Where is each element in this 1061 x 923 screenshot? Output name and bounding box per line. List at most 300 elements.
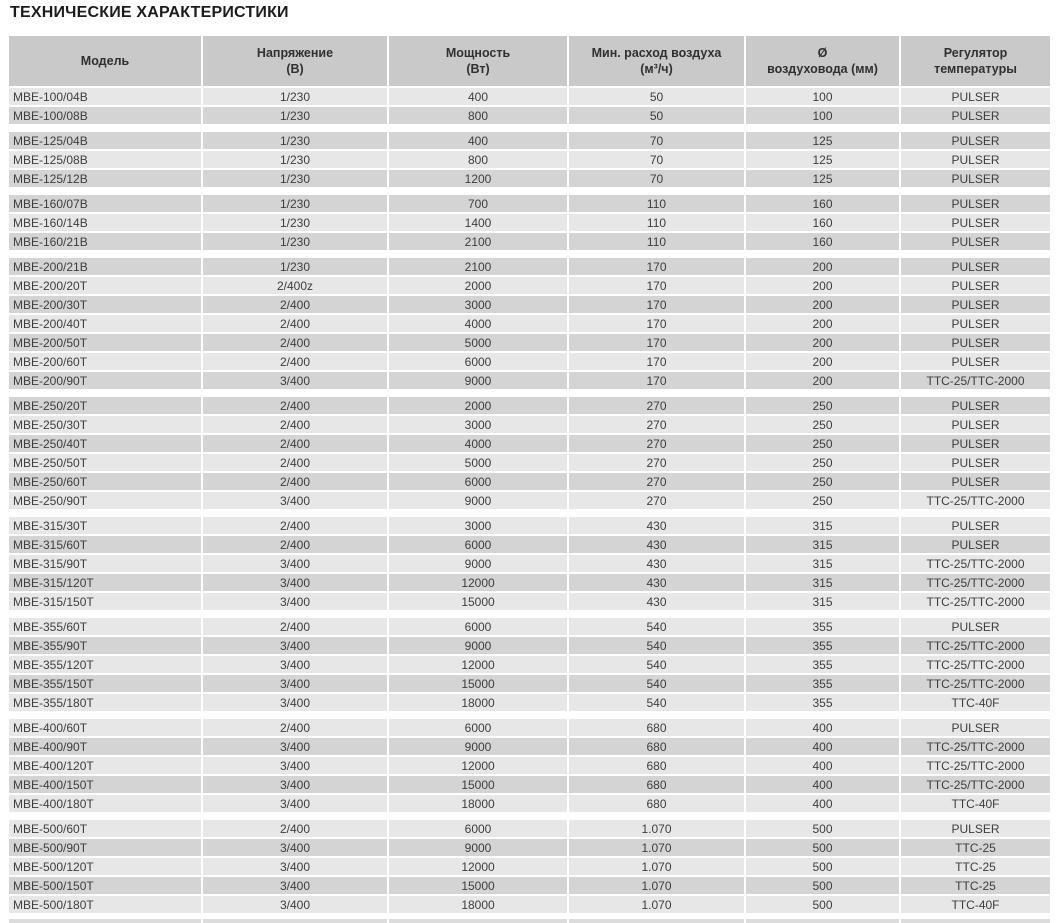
table-cell: PULSER [901,435,1050,452]
table-cell: 4000 [389,315,567,332]
table-cell: 1.070 [569,820,744,837]
table-cell: MBE-250/50T [9,454,201,471]
table-cell: PULSER [901,195,1050,212]
table-cell: PULSER [901,353,1050,370]
table-cell: 200 [746,315,899,332]
table-cell: 70 [569,151,744,168]
table-cell: 18000 [389,694,567,711]
table-cell: 3/400 [203,492,387,509]
table-cell: 15000 [389,776,567,793]
table-cell: 170 [569,372,744,389]
table-cell: 250 [746,416,899,433]
table-cell: PULSER [901,536,1050,553]
table-cell: MBE-355/180T [9,694,201,711]
table-cell: 355 [746,694,899,711]
table-cell: 500 [746,858,899,875]
row-group [9,397,1050,509]
table-row [9,593,1050,610]
table-cell: MBE-250/30T [9,416,201,433]
table-cell: PULSER [901,258,1050,275]
table-cell: 9000 [389,738,567,755]
table-cell: PULSER [901,517,1050,534]
table-cell: 250 [746,397,899,414]
table-cell: 270 [569,454,744,471]
table-row [9,795,1050,812]
table-cell: MBE-315/30T [9,517,201,534]
table-cell: 355 [746,637,899,654]
table-row [9,88,1050,105]
table-cell: 1400 [389,214,567,231]
table-cell: TTC-40F [901,694,1050,711]
table-cell: 2/400z [203,277,387,294]
table-cell: MBE-315/60T [9,536,201,553]
table-cell: 12000 [389,757,567,774]
table-cell: 3/400 [203,637,387,654]
table-cell: 2/400 [203,397,387,414]
table-cell: 400 [746,757,899,774]
table-cell: 400 [746,776,899,793]
table-cell: 1/230 [203,258,387,275]
table-cell: PULSER [901,397,1050,414]
table-cell: MBE-160/21B [9,233,201,250]
table-cell: 3000 [389,416,567,433]
table-cell: TTC-25 [901,839,1050,856]
table-cell: 700 [389,195,567,212]
table-cell: 270 [569,416,744,433]
table-cell: PULSER [901,416,1050,433]
spec-table-body [9,88,1050,913]
table-cell: MBE-200/60T [9,353,201,370]
table-cell: MBE-125/12B [9,170,201,187]
table-cell: 500 [746,839,899,856]
table-cell: 430 [569,574,744,591]
table-cell: PULSER [901,473,1050,490]
table-cell: 2/400 [203,536,387,553]
table-cell: PULSER [901,315,1050,332]
table-cell: 680 [569,738,744,755]
table-cell: MBE-250/40T [9,435,201,452]
table-cell: MBE-250/90T [9,492,201,509]
table-cell: 15000 [389,593,567,610]
table-cell: MBE-200/50T [9,334,201,351]
table-cell: 430 [569,593,744,610]
table-row [9,132,1050,149]
table-row [9,536,1050,553]
header-cell-airflow [569,36,744,86]
table-cell: MBE-100/04B [9,88,201,105]
table-cell: 170 [569,277,744,294]
table-cell: 3/400 [203,675,387,692]
table-cell: 2/400 [203,618,387,635]
table-cell: TTC-25/TTC-2000 [901,776,1050,793]
table-cell: PULSER [901,334,1050,351]
header-sublabel: температуры [934,62,1017,76]
table-row [9,372,1050,389]
table-cell: 2100 [389,233,567,250]
table-cell: 160 [746,214,899,231]
table-cell: MBE-500/90T [9,839,201,856]
table-row [9,195,1050,212]
table-row [9,170,1050,187]
table-cell: 2/400 [203,353,387,370]
table-row [9,719,1050,736]
table-cell: 1.070 [569,858,744,875]
table-cell: 12000 [389,858,567,875]
table-cell: MBE-400/120T [9,757,201,774]
table-row [9,858,1050,875]
table-cell: PULSER [901,132,1050,149]
partial-next-row-strip [9,919,1050,923]
table-cell: 6000 [389,536,567,553]
table-cell: MBE-125/08B [9,151,201,168]
table-cell: 540 [569,637,744,654]
table-cell: 1.070 [569,877,744,894]
table-cell: 400 [389,132,567,149]
table-cell: 18000 [389,795,567,812]
table-cell: 270 [569,397,744,414]
table-cell: MBE-250/60T [9,473,201,490]
table-cell: 800 [389,107,567,124]
table-cell: 110 [569,233,744,250]
row-group [9,820,1050,913]
table-cell: TTC-40F [901,795,1050,812]
table-row [9,435,1050,452]
header-label: Регулятор [943,46,1008,60]
table-cell: 110 [569,214,744,231]
table-cell: 500 [746,877,899,894]
table-cell: 3000 [389,296,567,313]
header-label: Мин. расход воздуха [591,46,722,60]
table-row [9,694,1050,711]
table-cell: 50 [569,88,744,105]
table-cell: 270 [569,473,744,490]
table-cell: 200 [746,296,899,313]
table-cell: MBE-355/120T [9,656,201,673]
table-cell: 315 [746,536,899,553]
table-cell: TTC-25/TTC-2000 [901,656,1050,673]
table-cell: 70 [569,132,744,149]
table-cell: 315 [746,517,899,534]
table-cell: MBE-500/150T [9,877,201,894]
table-row [9,233,1050,250]
header-cell-duct-diameter [746,36,899,86]
table-cell: PULSER [901,170,1050,187]
table-row [9,397,1050,414]
table-cell: 540 [569,618,744,635]
table-cell: 125 [746,132,899,149]
table-cell: TTC-25/TTC-2000 [901,637,1050,654]
table-cell: MBE-315/90T [9,555,201,572]
table-cell: 500 [746,896,899,913]
table-cell: 2/400 [203,719,387,736]
table-cell: 270 [569,435,744,452]
table-row [9,353,1050,370]
table-row [9,416,1050,433]
table-cell: 170 [569,258,744,275]
table-cell: 400 [746,719,899,736]
table-cell: 250 [746,454,899,471]
table-row [9,757,1050,774]
table-cell: 3/400 [203,839,387,856]
table-cell: 540 [569,694,744,711]
table-header-row [9,36,1050,86]
table-cell: 6000 [389,618,567,635]
table-cell: PULSER [901,214,1050,231]
table-cell: MBE-400/180T [9,795,201,812]
table-cell: 160 [746,195,899,212]
header-label: Мощность [445,46,511,60]
table-cell: 430 [569,517,744,534]
table-cell: 9000 [389,492,567,509]
header-sublabel: (В) [286,62,304,76]
table-cell: 125 [746,170,899,187]
table-cell: TTC-25 [901,858,1050,875]
table-cell: 3/400 [203,656,387,673]
table-cell: MBE-125/04B [9,132,201,149]
table-cell: 170 [569,334,744,351]
table-row [9,258,1050,275]
table-cell: 355 [746,675,899,692]
table-cell: MBE-200/40T [9,315,201,332]
header-label: Ø [817,46,828,60]
table-cell: 12000 [389,656,567,673]
table-cell: 9000 [389,839,567,856]
table-cell: 430 [569,536,744,553]
table-cell: 2/400 [203,820,387,837]
table-cell: 1.070 [569,839,744,856]
table-row [9,839,1050,856]
table-cell: 2/400 [203,454,387,471]
table-row [9,517,1050,534]
table-cell: 200 [746,277,899,294]
table-cell: 5000 [389,454,567,471]
row-group [9,258,1050,389]
table-cell: 680 [569,795,744,812]
table-cell: 200 [746,334,899,351]
table-row [9,896,1050,913]
table-row [9,151,1050,168]
table-cell: 18000 [389,896,567,913]
table-cell: 1200 [389,170,567,187]
table-cell: MBE-355/90T [9,637,201,654]
table-row [9,776,1050,793]
table-row [9,454,1050,471]
table-cell: 200 [746,258,899,275]
table-cell: 200 [746,353,899,370]
table-cell: 1/230 [203,107,387,124]
table-cell: 540 [569,675,744,692]
table-cell: 1/230 [203,88,387,105]
table-cell: MBE-400/150T [9,776,201,793]
table-cell: 6000 [389,719,567,736]
table-cell: TTC-25/TTC-2000 [901,593,1050,610]
table-cell: PULSER [901,233,1050,250]
table-cell: TTC-25/TTC-2000 [901,372,1050,389]
table-cell: 5000 [389,334,567,351]
table-cell: 680 [569,776,744,793]
row-group [9,618,1050,711]
table-row [9,315,1050,332]
table-cell: 500 [746,820,899,837]
table-cell: TTC-25/TTC-2000 [901,492,1050,509]
table-cell: TTC-25 [901,877,1050,894]
table-cell: 3/400 [203,738,387,755]
table-row [9,574,1050,591]
table-cell: 2100 [389,258,567,275]
table-cell: 2000 [389,277,567,294]
header-cell-power [389,36,567,86]
table-cell: PULSER [901,719,1050,736]
header-label: Модель [80,54,130,68]
table-cell: 2/400 [203,473,387,490]
table-cell: MBE-355/150T [9,675,201,692]
table-cell: 3000 [389,517,567,534]
table-cell: TTC-25/TTC-2000 [901,555,1050,572]
table-cell: 9000 [389,637,567,654]
table-cell: 315 [746,593,899,610]
table-cell: PULSER [901,618,1050,635]
table-cell: 200 [746,372,899,389]
table-row [9,738,1050,755]
table-cell: PULSER [901,277,1050,294]
table-row [9,820,1050,837]
table-cell: MBE-315/120T [9,574,201,591]
table-row [9,637,1050,654]
table-row [9,618,1050,635]
table-cell: 2/400 [203,435,387,452]
table-cell: MBE-100/08B [9,107,201,124]
table-row [9,675,1050,692]
table-cell: 355 [746,656,899,673]
table-cell: PULSER [901,151,1050,168]
table-cell: 3/400 [203,795,387,812]
table-cell: MBE-200/21B [9,258,201,275]
table-cell: 3/400 [203,776,387,793]
table-cell: 1/230 [203,195,387,212]
header-cell-temp-regulator [901,36,1050,86]
table-cell: PULSER [901,454,1050,471]
table-cell: 1/230 [203,170,387,187]
row-group [9,88,1050,124]
table-cell: 1/230 [203,132,387,149]
table-cell: 430 [569,555,744,572]
table-cell: TTC-25/TTC-2000 [901,738,1050,755]
table-cell: 6000 [389,473,567,490]
table-cell: 2000 [389,397,567,414]
table-cell: 1.070 [569,896,744,913]
table-cell: 15000 [389,675,567,692]
table-cell: 315 [746,574,899,591]
spec-table [9,36,1050,913]
table-cell: 2/400 [203,315,387,332]
table-cell: PULSER [901,88,1050,105]
table-cell: 160 [746,233,899,250]
table-row [9,107,1050,124]
table-cell: 1/230 [203,233,387,250]
table-cell: 3/400 [203,555,387,572]
table-cell: 3/400 [203,372,387,389]
table-cell: TTC-40F [901,896,1050,913]
row-group [9,132,1050,187]
table-cell: 315 [746,555,899,572]
table-cell: 355 [746,618,899,635]
table-cell: TTC-25/TTC-2000 [901,757,1050,774]
table-row [9,473,1050,490]
table-cell: 2/400 [203,334,387,351]
header-label: Напряжение [256,46,334,60]
table-cell: TTC-25/TTC-2000 [901,675,1050,692]
table-cell: 9000 [389,555,567,572]
table-cell: 400 [746,738,899,755]
table-cell: MBE-160/07B [9,195,201,212]
table-cell: MBE-355/60T [9,618,201,635]
table-cell: 110 [569,195,744,212]
header-sublabel: (м³/ч) [640,62,673,76]
table-cell: MBE-200/30T [9,296,201,313]
table-cell: 170 [569,315,744,332]
table-cell: 6000 [389,353,567,370]
table-cell: MBE-160/14B [9,214,201,231]
table-cell: 1/230 [203,151,387,168]
table-cell: 125 [746,151,899,168]
table-row [9,656,1050,673]
table-cell: 1/230 [203,214,387,231]
table-cell: TTC-25/TTC-2000 [901,574,1050,591]
table-cell: MBE-500/60T [9,820,201,837]
table-cell: 3/400 [203,858,387,875]
table-cell: 680 [569,757,744,774]
header-cell-voltage [203,36,387,86]
table-cell: 12000 [389,574,567,591]
table-cell: 6000 [389,820,567,837]
table-cell: 3/400 [203,574,387,591]
table-cell: 3/400 [203,593,387,610]
table-row [9,492,1050,509]
row-group [9,517,1050,610]
table-row [9,296,1050,313]
table-row [9,334,1050,351]
table-cell: 3/400 [203,694,387,711]
table-cell: 400 [389,88,567,105]
table-cell: 15000 [389,877,567,894]
table-cell: 9000 [389,372,567,389]
table-cell: PULSER [901,820,1050,837]
table-cell: 70 [569,170,744,187]
table-cell: 270 [569,492,744,509]
table-cell: 540 [569,656,744,673]
table-cell: 170 [569,296,744,313]
table-cell: 680 [569,719,744,736]
table-cell: 100 [746,107,899,124]
table-cell: MBE-500/180T [9,896,201,913]
table-cell: 3/400 [203,877,387,894]
table-cell: MBE-315/150T [9,593,201,610]
table-row [9,277,1050,294]
table-cell: 4000 [389,435,567,452]
table-cell: 3/400 [203,896,387,913]
page-title: ТЕХНИЧЕСКИЕ ХАРАКТЕРИСТИКИ [10,4,289,21]
table-row [9,555,1050,572]
table-cell: MBE-250/20T [9,397,201,414]
table-cell: PULSER [901,296,1050,313]
table-cell: 3/400 [203,757,387,774]
table-cell: 800 [389,151,567,168]
table-cell: 50 [569,107,744,124]
header-cell-model [9,36,201,86]
table-cell: 250 [746,473,899,490]
header-sublabel: воздуховода (мм) [767,62,878,76]
table-cell: 400 [746,795,899,812]
